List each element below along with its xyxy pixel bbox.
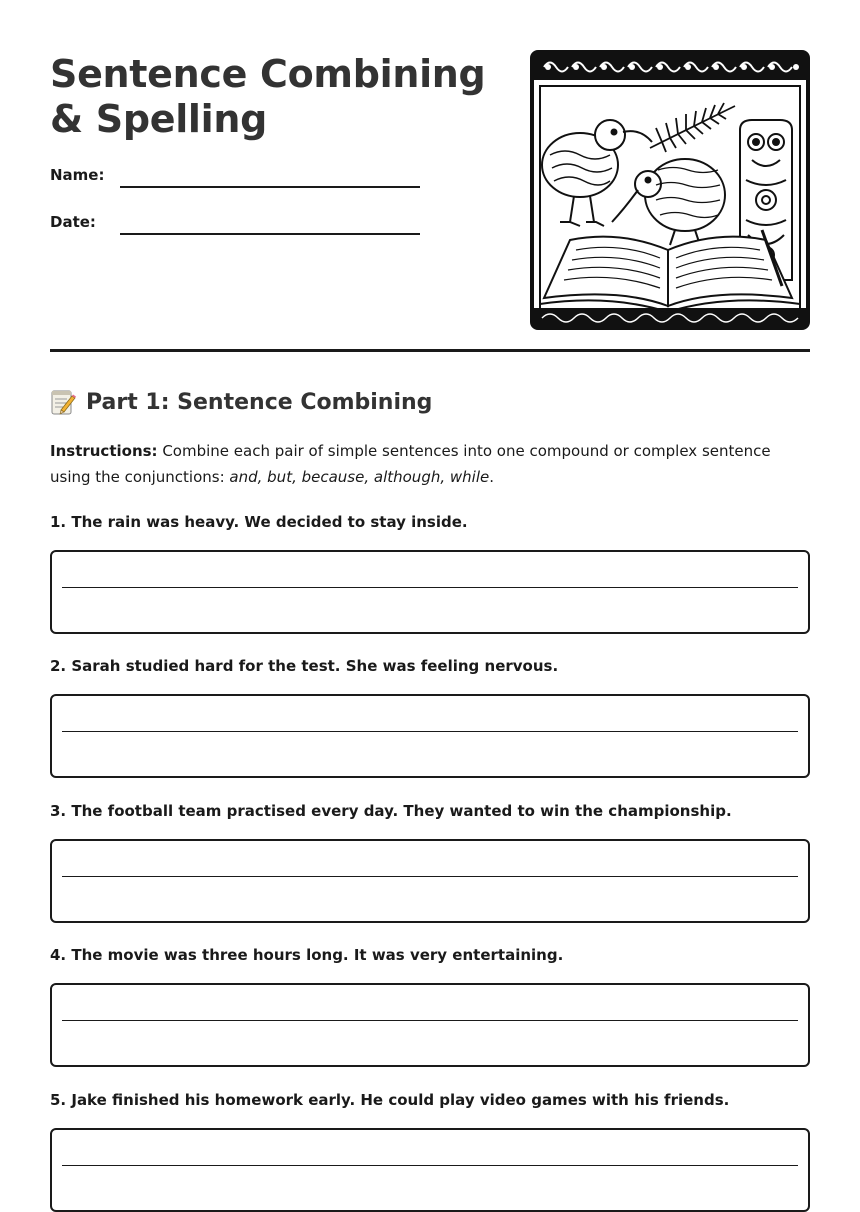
instructions-text: Combine each pair of simple sentences into one compound or complex sentence using the conjunctions: — [50, 442, 771, 486]
part1-heading-text: Part 1: Sentence Combining — [86, 389, 433, 415]
answer-line — [62, 876, 798, 877]
answer-box[interactable] — [50, 1128, 810, 1212]
question-1 — [50, 512, 810, 532]
question-3 — [50, 801, 810, 821]
answer-box[interactable] — [50, 983, 810, 1067]
answer-box[interactable] — [50, 694, 810, 778]
answer-line — [62, 1020, 798, 1021]
question-4 — [50, 945, 810, 965]
part1-heading — [50, 388, 432, 416]
answer-line — [62, 587, 798, 588]
answer-line — [62, 731, 798, 732]
page-title: Sentence Combining & Spelling — [50, 52, 486, 141]
name-label: Name: — [50, 166, 105, 184]
instructions-label: Instructions: — [50, 442, 158, 460]
question-text: 1. The rain was heavy. We decided to stay inside. — [50, 513, 468, 531]
worksheet-header — [50, 0, 810, 352]
question-5 — [50, 1090, 810, 1110]
conjunctions-list: and, but, because, although, while — [229, 468, 490, 486]
answer-box[interactable] — [50, 550, 810, 634]
date-field[interactable] — [50, 213, 420, 243]
date-line[interactable] — [120, 233, 420, 235]
date-label: Date: — [50, 213, 96, 231]
header-illustration — [530, 50, 810, 330]
answer-line — [62, 1165, 798, 1166]
instructions-end: . — [489, 468, 494, 486]
question-text: 2. Sarah studied hard for the test. She was feeling nervous. — [50, 657, 559, 675]
answer-box[interactable] — [50, 839, 810, 923]
worksheet-page — [50, 0, 810, 1109]
question-2 — [50, 656, 810, 676]
kiwi-book-illustration — [530, 50, 810, 330]
name-field[interactable] — [50, 166, 420, 196]
question-text: 3. The football team practised every day. They wanted to win the championship. — [50, 802, 732, 820]
name-line[interactable] — [120, 186, 420, 188]
question-text: 5. Jake finished his homework early. He could play video games with his friends. — [50, 1091, 730, 1109]
memo-icon — [50, 388, 76, 416]
question-text: 4. The movie was three hours long. It was very entertaining. — [50, 946, 564, 964]
instructions — [50, 438, 810, 490]
